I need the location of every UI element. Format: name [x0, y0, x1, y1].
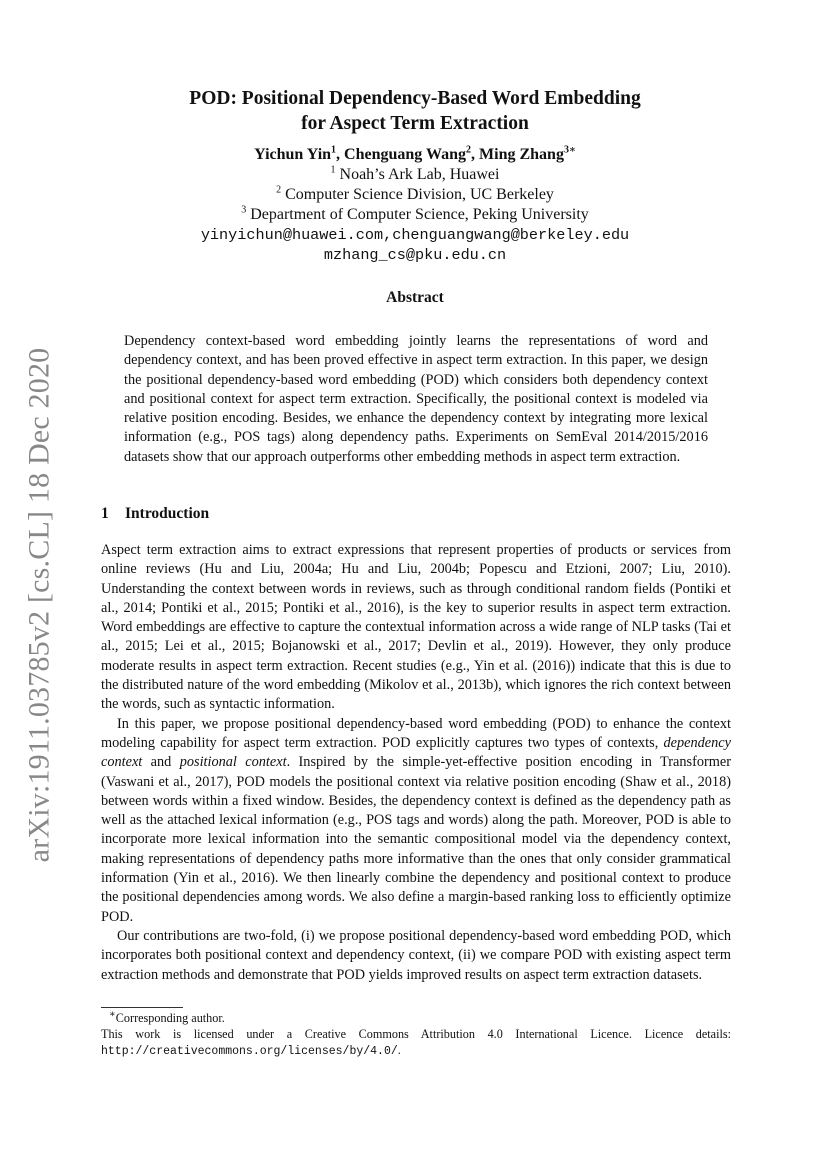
affiliation-2: $^2$ Computer Science Division, UC Berkeley [276, 184, 554, 203]
footnote-license: This work is licensed under a Creative Commons Attribution 4.0 International Licence. Licence details: http://creativecommons.org/licenses/by/4.0/. [101, 1027, 731, 1058]
footnote-corresponding-author: ∗Corresponding author. [109, 1008, 225, 1025]
author-names: Yichun Yin$^1$, Chenguang Wang$^2$, Ming Zhang$^{3∗}$ [254, 144, 576, 163]
abstract-text: Dependency context-based word embedding jointly learns the representations of word and dependency context, and has been proved effective in aspect term extraction. In this paper, we design the positional dependency-based word embedding (POD) which considers both dependency context and positional context for aspect term extraction. Specifically, the positional context is modeled via relative position encoding. Besides, we enhance the dependency context by integrating more lexical information (e.g., POS tags) along dependency paths. Experiments on SemEval 2014/2015/2016 datasets show that our approach outperforms other embedding methods in aspect term extraction. [124, 333, 708, 465]
author-emails: yinyichun@huawei.com,chenguangwang@berkeley.edu [200, 226, 630, 244]
paper-title: POD: Positional Dependency-Based Word Embedding for Aspect Term Extraction [189, 88, 641, 134]
intro-paragraph-1: Aspect term extraction aims to extract expressions that represent properties of products or services from online reviews (Hu and Liu, 2004a; Hu and Liu, 2004b; Popescu and Etzioni, 2007; Liu, 2010). Understanding the context between words in reviews, such as through conditional random fields (Pontiki et al., 2014; Pontiki et al., 2015; Pontiki et al., 2016), is the key to superior results in aspect term extraction. Word embeddings are effective to capture the contextual information across a wide range of NLP tasks (Tai et al., 2015; Lei et al., 2015; Bojanowski et al., 2017; Devlin et al., 2019). However, they only produce moderate results in aspect term extraction. Recent studies (e.g., Yin et al. (2016)) indicate that this is due to the distributed nature of the word embedding (Mikolov et al., 2013b), which ignores the rich context between the words, such as syntactic information. [101, 542, 731, 713]
author-email-2: mzhang_cs@pku.edu.cn [323, 246, 507, 264]
intro-paragraph-3: Our contributions are two-fold, (i) we propose positional dependency-based word embedding POD, which incorporates both positional context and dependency context, (ii) we compare POD with existing aspect term extraction methods and demonstrate that POD yields improved results on aspect term extraction datasets. [101, 927, 732, 983]
section-heading-introduction: 1 Introduction [101, 505, 210, 522]
footnotes [101, 1010, 731, 1060]
arxiv-stamp: arXiv:1911.03785v2 [cs.CL] 18 Dec 2020 [22, 347, 56, 863]
abstract-heading: Abstract [386, 289, 444, 306]
footnote-rule [101, 1007, 183, 1008]
affiliation-3: $^3$ Department of Computer Science, Peking University [241, 204, 589, 223]
author-block [100, 145, 730, 265]
affiliation-1: $^1$ Noah’s Ark Lab, Huawei [330, 164, 500, 183]
introduction-body [101, 541, 731, 985]
intro-paragraph-2: In this paper, we propose positional dependency-based word embedding (POD) to enhance the context modeling capability for aspect term extraction. POD explicitly captures two types of contexts, dependency context and positional context. Inspired by the simple-yet-effective position encoding in Transformer (Vaswani et al., 2017), POD models the positional context via relative position encoding (Shaw et al., 2018) between words within a fixed window. Besides, the dependency context is defined as the dependency path as well as the attached lexical information (e.g., POS tags and words) along the path. Moreover, POD is able to incorporate more lexical information into the semantic compositional model via the dependency context, making representations of dependency paths more informative than the ones that only consider grammatical information (Yin et al., 2016). We then linearly combine the dependency and positional context to produce the positional dependencies among words. We also define a margin-based ranking loss to efficiently optimize POD. [101, 715, 732, 925]
license-url[interactable]: http://creativecommons.org/licenses/by/4.0/ [101, 1045, 398, 1058]
